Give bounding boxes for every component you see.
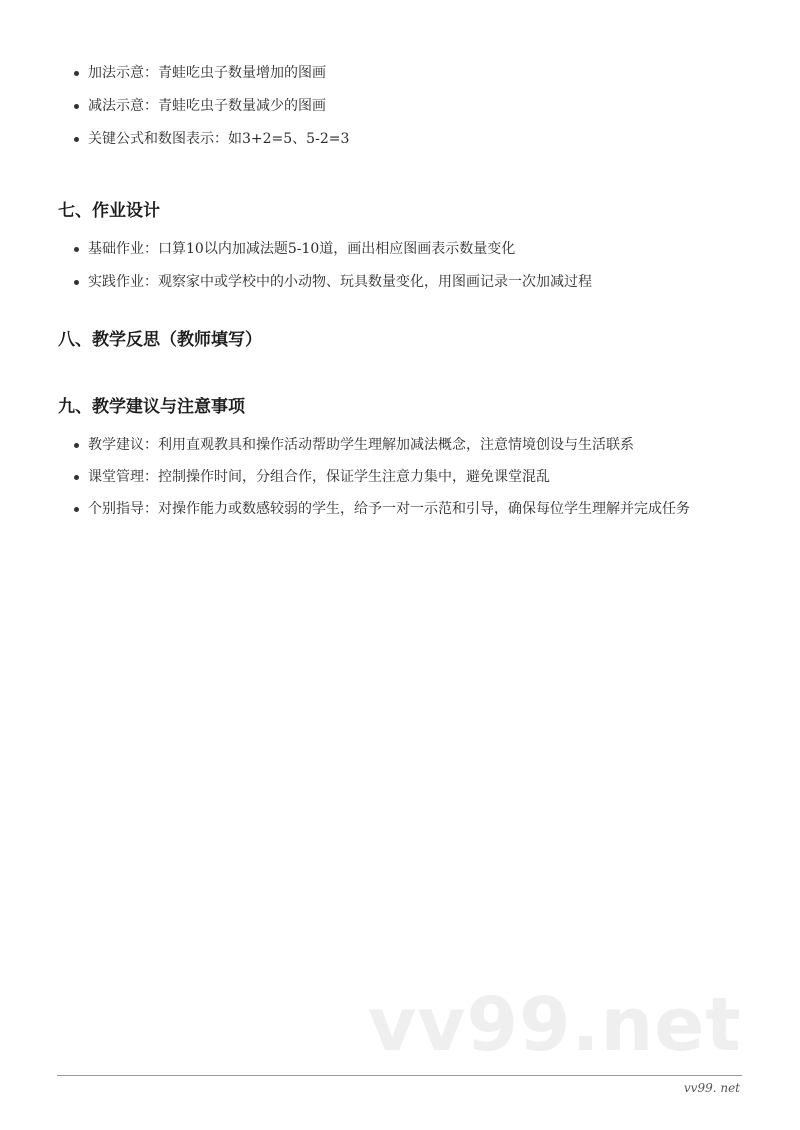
bullet-dot-icon xyxy=(74,475,79,480)
watermark: vv99.net xyxy=(368,982,742,1068)
list-item-text: 关键公式和数图表示：如3+2=5、5-2=3 xyxy=(88,131,350,147)
footer-divider xyxy=(57,1075,742,1076)
bullet-dot-icon xyxy=(74,443,79,448)
list-item xyxy=(62,466,742,488)
bullet-dot-icon xyxy=(74,280,79,285)
list-item xyxy=(62,498,742,520)
list-item xyxy=(62,238,742,271)
bullet-list-homework xyxy=(62,238,742,304)
bullet-dot-icon xyxy=(74,104,79,109)
list-item xyxy=(62,434,742,456)
bullet-dot-icon xyxy=(74,507,79,512)
section-heading-reflection: 八、教学反思（教师填写） xyxy=(58,330,262,350)
bullet-list-illustrations xyxy=(62,62,742,161)
list-item xyxy=(62,128,742,161)
bullet-dot-icon xyxy=(74,247,79,252)
bullet-dot-icon xyxy=(74,71,79,76)
section-heading-advice: 九、教学建议与注意事项 xyxy=(58,397,245,417)
list-item-text: 加法示意：青蛙吃虫子数量增加的图画 xyxy=(88,65,326,81)
bullet-list-advice xyxy=(62,434,742,530)
list-item-text: 教学建议：利用直观教具和操作活动帮助学生理解加减法概念，注意情境创设与生活联系 xyxy=(88,437,634,453)
list-item-text: 实践作业：观察家中或学校中的小动物、玩具数量变化，用图画记录一次加减过程 xyxy=(88,274,592,290)
list-item-text: 个别指导：对操作能力或数感较弱的学生，给予一对一示范和引导，确保每位学生理解并完成任务 xyxy=(88,501,690,517)
footer-site-label: vv99. net xyxy=(683,1081,740,1095)
list-item xyxy=(62,271,742,304)
section-heading-homework: 七、作业设计 xyxy=(58,201,160,221)
list-item-text: 基础作业：口算10以内加减法题5-10道，画出相应图画表示数量变化 xyxy=(88,241,516,257)
list-item-text: 课堂管理：控制操作时间，分组合作，保证学生注意力集中，避免课堂混乱 xyxy=(88,469,550,485)
list-item xyxy=(62,95,742,128)
bullet-dot-icon xyxy=(74,137,79,142)
list-item xyxy=(62,62,742,95)
list-item-text: 减法示意：青蛙吃虫子数量减少的图画 xyxy=(88,98,326,114)
